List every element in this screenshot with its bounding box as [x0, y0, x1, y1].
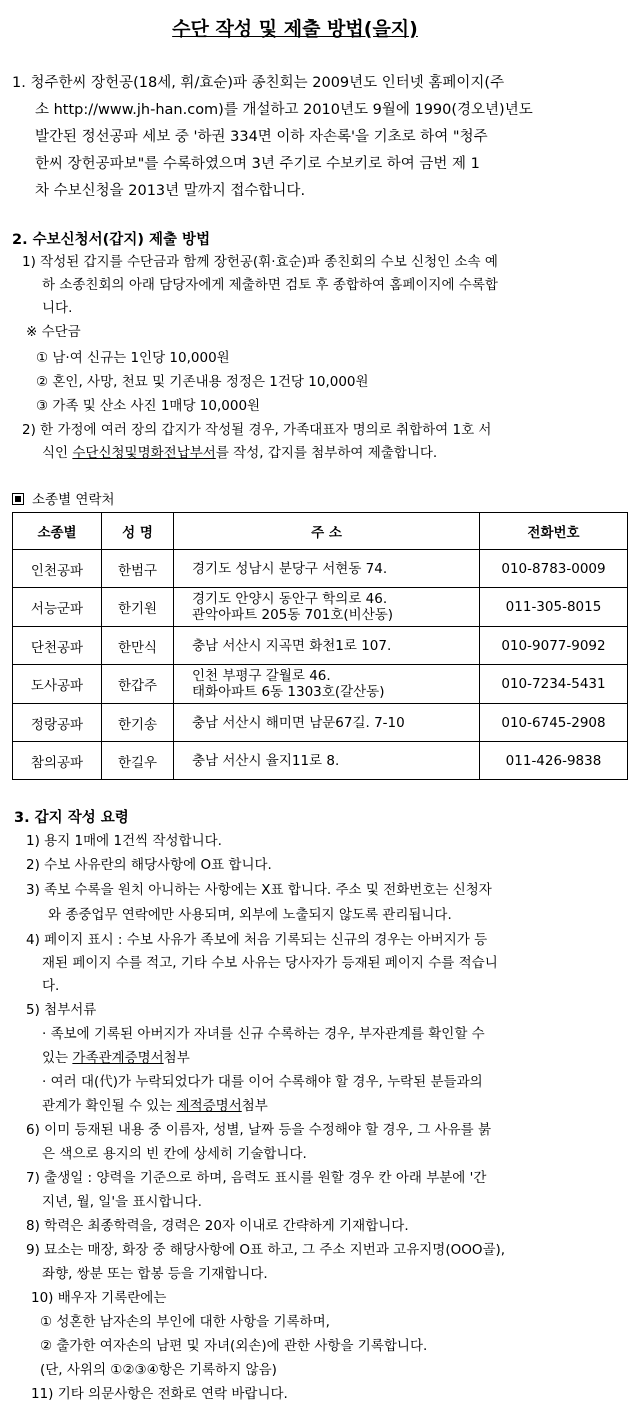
address-line-1: 충남 서산시 율지11로 8.	[192, 752, 340, 769]
phone-cell: 010-7234-5431	[480, 665, 628, 704]
contacts-heading-text: 소종별 연락처	[32, 492, 115, 508]
address-line-1: 경기도 성남시 분당구 서현동 74.	[192, 560, 388, 577]
address-line-1: 인천 부평구 갈월로 46.	[192, 668, 331, 684]
family-certificate-underlined: 가족관계증명서	[72, 1050, 164, 1066]
fee-item-3: ③ 가족 및 산소 사진 1매당 10,000원	[36, 398, 261, 414]
address-cell	[174, 588, 480, 627]
removal-certificate-underlined: 제적증명서	[176, 1098, 242, 1114]
header-name: 성 명	[102, 513, 174, 550]
rule-10-note: (단, 사위의 ①②③④항은 기록하지 않음)	[40, 1362, 277, 1378]
address-line-1: 충남 서산시 해미면 남문67길. 7-10	[192, 714, 405, 731]
rule-9-line-2: 좌향, 쌍분 또는 합봉 등을 기재합니다.	[42, 1266, 268, 1282]
rule-8: 8) 학력은 최종학력을, 경력은 20자 이내로 간략하게 기재합니다.	[26, 1218, 409, 1234]
branch-cell: 도사공파	[13, 665, 102, 704]
header-address: 주 소	[174, 513, 480, 550]
rule-5-item-2-prefix: 관계가 확인될 수 있는	[42, 1098, 177, 1114]
branch-cell: 서능군파	[13, 588, 102, 627]
rule-1: 1) 용지 1매에 1건씩 작성합니다.	[26, 833, 222, 849]
name-cell: 한범구	[102, 550, 174, 588]
phone-cell: 011-305-8015	[480, 588, 628, 627]
table-row	[13, 627, 628, 665]
rule-4-line-3: 다.	[42, 978, 60, 994]
phone-cell: 010-8783-0009	[480, 550, 628, 588]
header-phone: 전화번호	[480, 513, 628, 550]
rule-6-line-1: 6) 이미 등재된 내용 중 이름자, 성별, 날짜 등을 수정해야 할 경우, 그 사유를 붉	[26, 1122, 491, 1138]
name-cell: 한만식	[102, 627, 174, 665]
table-row	[13, 665, 628, 704]
page-title: 수단 작성 및 제출 방법(을지)	[172, 18, 418, 40]
section1-line-5: 차 수보신청을 2013년 말까지 접수합니다.	[35, 183, 306, 199]
name-cell: 한갑주	[102, 665, 174, 704]
branch-cell: 정랑공파	[13, 704, 102, 742]
phone-cell: 010-9077-9092	[480, 627, 628, 665]
rule-7-line-2: 지년, 월, 일'을 표시합니다.	[42, 1194, 202, 1210]
table-row	[13, 742, 628, 780]
address-cell	[174, 742, 480, 780]
section1-line-1: 1. 청주한씨 장헌공(18세, 휘/효순)파 종친회는 2009년도 인터넷 홈페이지(주	[12, 75, 505, 91]
rule-5-item-1-suffix: 첨부	[163, 1050, 190, 1066]
fee-item-1: ① 남·여 신규는 1인당 10,000원	[36, 350, 230, 366]
section2-line-2: 하 소종친회의 아래 담당자에게 제출하면 검토 후 종합하여 홈페이지에 수록합	[42, 277, 498, 293]
section2-line-5-suffix: 를 작성, 갑지를 첨부하여 제출합니다.	[215, 445, 438, 461]
address-cell	[174, 627, 480, 665]
branch-cell: 인천공파	[13, 550, 102, 588]
rule-4-line-2: 재된 페이지 수를 적고, 기타 수보 사유는 당사자가 등재된 페이지 수를 적습니	[42, 955, 498, 971]
table-row	[13, 588, 628, 627]
address-line-1: 충남 서산시 지곡면 화천1로 107.	[192, 637, 392, 654]
branch-cell: 참의공파	[13, 742, 102, 780]
contacts-heading	[12, 488, 115, 508]
form-name-underlined: 수단신청및명화전납부서	[72, 445, 216, 461]
section1-line-2: 소 http://www.jh-han.com)를 개설하고 2010년도 9월에 1990(경오년)년도	[35, 102, 533, 118]
name-cell: 한기원	[102, 588, 174, 627]
rule-5-item-1: · 족보에 기록된 아버지가 자녀를 신규 수록하는 경우, 부자관계를 확인할 수	[42, 1026, 485, 1042]
rule-2: 2) 수보 사유란의 해당사항에 O표 합니다.	[26, 857, 272, 873]
rule-5-item-2-suffix: 첨부	[241, 1098, 268, 1114]
rule-11: 11) 기타 의문사항은 전화로 연락 바랍니다.	[31, 1386, 288, 1402]
name-cell: 한기송	[102, 704, 174, 742]
rule-5-item-1-cont	[42, 1046, 190, 1066]
section2-line-5	[42, 441, 437, 461]
rule-5-item-2: · 여러 대(代)가 누락되었다가 대를 이어 수록해야 할 경우, 누락된 분들과의	[42, 1074, 483, 1090]
rule-6-line-2: 은 색으로 용지의 빈 칸에 상세히 기술합니다.	[42, 1146, 307, 1162]
rule-10-item-1: ① 성혼한 남자손의 부인에 대한 사항을 기록하며,	[40, 1314, 330, 1330]
table-row	[13, 550, 628, 588]
rule-3-line-1: 3) 족보 수록을 원치 아니하는 사항에는 X표 합니다. 주소 및 전화번호는 신청자	[26, 882, 492, 898]
header-branch: 소종별	[13, 513, 102, 550]
table-header-row	[13, 513, 628, 550]
branch-cell: 단천공파	[13, 627, 102, 665]
section2-line-1: 1) 작성된 갑지를 수단금과 함께 장헌공(휘·효순)파 종친회의 수보 신청인 소속 예	[22, 254, 498, 270]
section1-line-4: 한씨 장헌공파보"를 수록하였으며 3년 주기로 수보키로 하여 금번 제 1	[35, 156, 480, 172]
rule-5-item-2-cont	[42, 1094, 268, 1114]
fee-item-2: ② 혼인, 사망, 천묘 및 기존내용 정정은 1건당 10,000원	[36, 374, 369, 390]
square-bullet-icon	[12, 493, 24, 505]
address-line-1: 경기도 안양시 동안구 학의로 46.	[192, 591, 388, 607]
table-row	[13, 704, 628, 742]
section2-line-5-prefix: 식인	[42, 445, 73, 461]
address-cell	[174, 665, 480, 704]
address-cell	[174, 704, 480, 742]
rule-4-line-1: 4) 페이지 표시 : 수보 사유가 족보에 처음 기록되는 신규의 경우는 아버지가 등	[26, 932, 488, 948]
rule-10-item-2: ② 출가한 여자손의 남편 및 자녀(외손)에 관한 사항을 기록합니다.	[40, 1338, 428, 1354]
contacts-table	[12, 512, 628, 780]
rule-9-line-1: 9) 묘소는 매장, 화장 중 해당사항에 O표 하고, 그 주소 지번과 고유지명(OOO골),	[26, 1242, 506, 1258]
phone-cell: 010-6745-2908	[480, 704, 628, 742]
rule-5: 5) 첨부서류	[26, 1002, 97, 1018]
address-line-2: 관악아파트 205동 701호(비산동)	[192, 607, 394, 623]
section1-line-3: 발간된 정선공파 세보 중 '하권 334면 이하 자손록'을 기초로 하여 "청주	[35, 129, 488, 145]
fee-heading: ※ 수단금	[26, 324, 81, 340]
section3-heading: 3. 갑지 작성 요령	[14, 810, 129, 826]
rule-10: 10) 배우자 기록란에는	[31, 1290, 167, 1306]
rule-7-line-1: 7) 출생일 : 양력을 기준으로 하며, 음력도 표시를 원할 경우 칸 아래 부분에 '간	[26, 1170, 487, 1186]
section2-line-4: 2) 한 가정에 여러 장의 갑지가 작성될 경우, 가족대표자 명의로 취합하여 1호 서	[22, 422, 492, 438]
address-line-2: 태화아파트 6동 1303호(갈산동)	[192, 684, 385, 700]
name-cell: 한길우	[102, 742, 174, 780]
rule-5-item-1-prefix: 있는	[42, 1050, 73, 1066]
rule-3-line-2: 와 종중업무 연락에만 사용되며, 외부에 노출되지 않도록 관리됩니다.	[48, 907, 452, 923]
section2-line-3: 니다.	[42, 300, 73, 316]
section2-heading: 2. 수보신청서(갑지) 제출 방법	[12, 232, 211, 248]
phone-cell: 011-426-9838	[480, 742, 628, 780]
address-cell	[174, 550, 480, 588]
